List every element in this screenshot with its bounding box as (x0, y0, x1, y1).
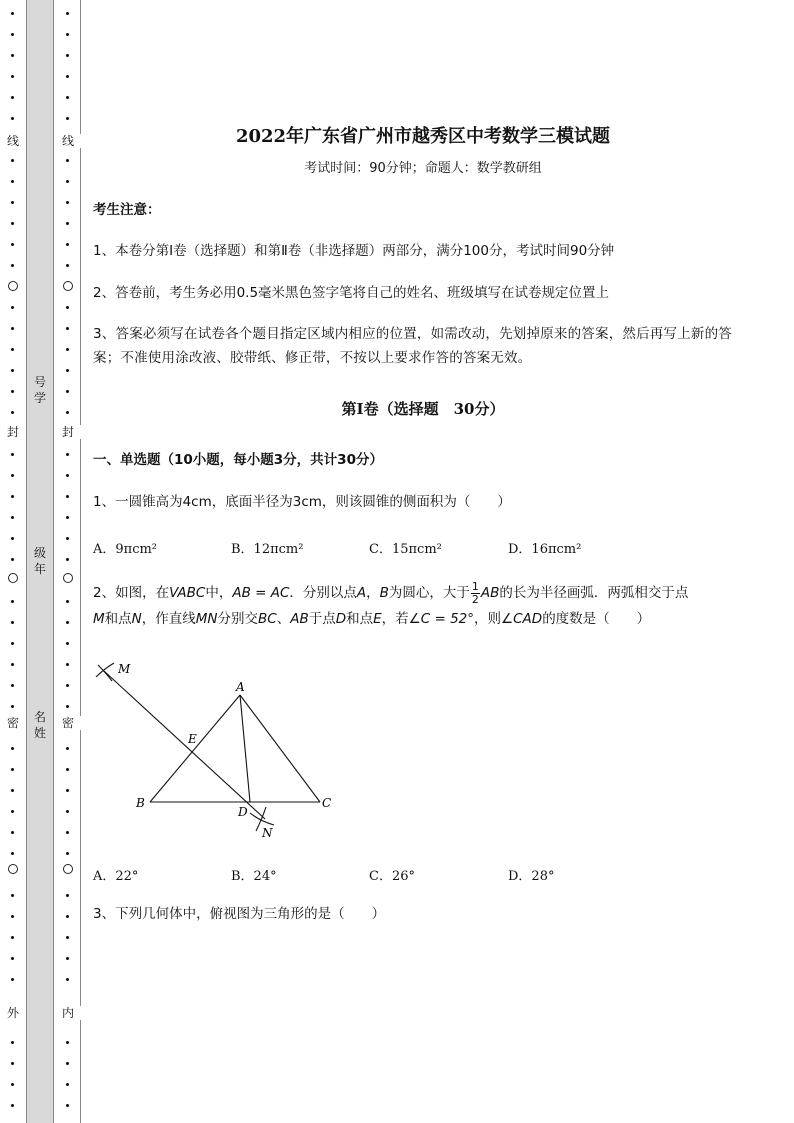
binding-dot (66, 768, 69, 771)
segment-ab (150, 695, 240, 802)
binding-dot (11, 852, 14, 855)
binding-dot (11, 936, 14, 939)
binding-dot (66, 642, 69, 645)
outer-dot-line (0, 0, 26, 1123)
q1-option-b: B．12πcm² (231, 542, 304, 557)
binding-dot (11, 54, 14, 57)
binding-dot (66, 621, 69, 624)
binding-dot (11, 75, 14, 78)
name-label: 名 姓 (33, 710, 46, 740)
part-heading: 一、单选题（10小题，每小题3分，共计30分） (93, 452, 383, 468)
q1-option-d: D．16πcm² (508, 542, 582, 557)
binding-dot (66, 75, 69, 78)
binding-dot (11, 642, 14, 645)
seal-char-inner-4: 内 (55, 1006, 81, 1020)
label-a: A (236, 680, 245, 694)
binding-dot (11, 831, 14, 834)
binding-hole-icon (8, 281, 18, 291)
binding-dot (11, 894, 14, 897)
triangle-figure (90, 655, 350, 845)
binding-dot (11, 201, 14, 204)
binding-dot (66, 390, 69, 393)
note-item-2: 2、答卷前，考生务必用0.5毫米黑色签字笔将自己的姓名、班级填写在试卷规定位置上 (93, 285, 610, 301)
binding-dot (11, 306, 14, 309)
binding-dot (11, 117, 14, 120)
binding-dot (11, 411, 14, 414)
binding-dot (11, 1083, 14, 1086)
binding-dot (11, 789, 14, 792)
seal-char-outer-2: 封 (0, 425, 26, 439)
label-d: D (238, 805, 248, 819)
binding-dot (11, 957, 14, 960)
binding-dot (66, 54, 69, 57)
label-b: B (136, 796, 145, 810)
binding-dot (66, 852, 69, 855)
binding-dot (11, 348, 14, 351)
binding-dot (66, 12, 69, 15)
seal-char-inner-2: 封 (55, 425, 81, 439)
binding-dot (66, 1104, 69, 1107)
binding-dot (66, 558, 69, 561)
binding-dot (11, 768, 14, 771)
binding-hole-icon (8, 864, 18, 874)
binding-dot (11, 495, 14, 498)
binding-dot (66, 33, 69, 36)
seal-char-outer-1: 线 (0, 134, 26, 148)
binding-dot (11, 180, 14, 183)
binding-dot (11, 684, 14, 687)
binding-dot (66, 96, 69, 99)
binding-dot (11, 369, 14, 372)
segment-ad (240, 695, 250, 802)
seal-char-inner-3: 密 (55, 716, 81, 730)
binding-dot (66, 789, 69, 792)
binding-dot (11, 747, 14, 750)
binding-dot (66, 894, 69, 897)
binding-dot (11, 96, 14, 99)
q2-option-c: C．26° (369, 869, 415, 884)
segment-ac (240, 695, 320, 802)
binding-dot (66, 516, 69, 519)
binding-dot (11, 222, 14, 225)
binding-dot (11, 453, 14, 456)
binding-dot (66, 369, 69, 372)
binding-dot (11, 537, 14, 540)
student-id-label: 号 学 (33, 375, 46, 405)
binding-hole-icon (63, 864, 73, 874)
binding-dot (66, 936, 69, 939)
binding-dot (11, 12, 14, 15)
binding-dot (11, 243, 14, 246)
binding-dot (11, 600, 14, 603)
label-e: E (188, 732, 197, 746)
binding-dot (11, 1062, 14, 1065)
inner-dot-line (55, 0, 81, 1123)
binding-dot (11, 327, 14, 330)
binding-dot (11, 1041, 14, 1044)
binding-dot (11, 810, 14, 813)
seal-char-inner-1: 线 (55, 134, 81, 148)
binding-dot (66, 453, 69, 456)
binding-dot (66, 243, 69, 246)
binding-dot (11, 621, 14, 624)
exam-subtitle: 考试时间：90分钟；命题人：数学教研组 (304, 161, 542, 176)
note-item-3: 3、答案必须写在试卷各个题目指定区域内相应的位置，如需改动，先划掉原来的答案，然后再写上新的答案；不准使用涂改液、胶带纸、修正带，不按以上要求作答的答案无效。 (93, 326, 732, 366)
binding-dot (66, 810, 69, 813)
binding-dot (11, 1104, 14, 1107)
binding-dot (11, 390, 14, 393)
q2-option-b: B．24° (231, 869, 277, 884)
binding-outer-column (0, 0, 26, 1123)
binding-dot (66, 306, 69, 309)
exam-title: 2022年广东省广州市越秀区中考数学三模试题 (235, 126, 611, 147)
q2-option-a: A．22° (93, 869, 139, 884)
label-c: C (322, 796, 332, 810)
grade-label: 级 年 (33, 546, 46, 576)
binding-dot (11, 915, 14, 918)
binding-dot (11, 558, 14, 561)
binding-dot (11, 516, 14, 519)
binding-hole-icon (63, 573, 73, 583)
binding-dot (66, 957, 69, 960)
label-m: M (118, 662, 131, 676)
question-3: 3、下列几何体中，俯视图为三角形的是（ ） (93, 906, 386, 922)
binding-dot (66, 180, 69, 183)
binding-dot (66, 831, 69, 834)
binding-dot (11, 663, 14, 666)
q1-option-c: C．15πcm² (369, 542, 442, 557)
notes-heading: 考生注意： (93, 202, 161, 218)
binding-dot (66, 159, 69, 162)
binding-dot (66, 1083, 69, 1086)
binding-dot (66, 747, 69, 750)
binding-dot (11, 264, 14, 267)
binding-dot (66, 348, 69, 351)
binding-dot (66, 264, 69, 267)
binding-dot (66, 117, 69, 120)
binding-dot (66, 1062, 69, 1065)
seal-char-outer-3: 密 (0, 716, 26, 730)
section-title: 第I卷（选择题 30分） (341, 400, 505, 418)
binding-dot (11, 33, 14, 36)
binding-dot (66, 537, 69, 540)
binding-dot (66, 1041, 69, 1044)
binding-dot (66, 222, 69, 225)
seal-char-outer-4: 外 (0, 1006, 26, 1020)
binding-dot (11, 474, 14, 477)
binding-dot (66, 705, 69, 708)
binding-dot (11, 978, 14, 981)
note-item-1: 1、本卷分第I卷（选择题）和第Ⅱ卷（非选择题）两部分，满分100分，考试时间90分钟 (93, 243, 615, 259)
binding-dot (66, 915, 69, 918)
fraction-one-half: $\frac{1}{2}$ (471, 579, 479, 606)
binding-hole-icon (8, 573, 18, 583)
binding-dot (66, 978, 69, 981)
question-2: 2、如图，在VABC中，AB = AC．分别以点A，B为圆心，大于 $\frac{1}{2}$ AB的长为半径画弧．两弧相交于点 M和点N，作直线MN分别交BC、AB于点D和点E，若∠C = 52°，则∠CAD的度数是（ ） (93, 579, 689, 627)
question-1: 1、一圆锥高为4cm，底面半径为3cm，则该圆锥的侧面积为（ ） (93, 494, 511, 510)
binding-hole-icon (63, 281, 73, 291)
label-n: N (262, 826, 273, 840)
q2-option-d: D．28° (508, 869, 555, 884)
binding-dot (66, 201, 69, 204)
binding-dot (66, 327, 69, 330)
binding-dot (66, 663, 69, 666)
binding-dot (66, 474, 69, 477)
binding-dot (11, 159, 14, 162)
binding-dot (11, 705, 14, 708)
q1-option-a: A．9πcm² (93, 542, 158, 557)
binding-dot (66, 411, 69, 414)
binding-dot (66, 600, 69, 603)
binding-dot (66, 495, 69, 498)
binding-dot (66, 684, 69, 687)
binding-inner-column (55, 0, 81, 1123)
